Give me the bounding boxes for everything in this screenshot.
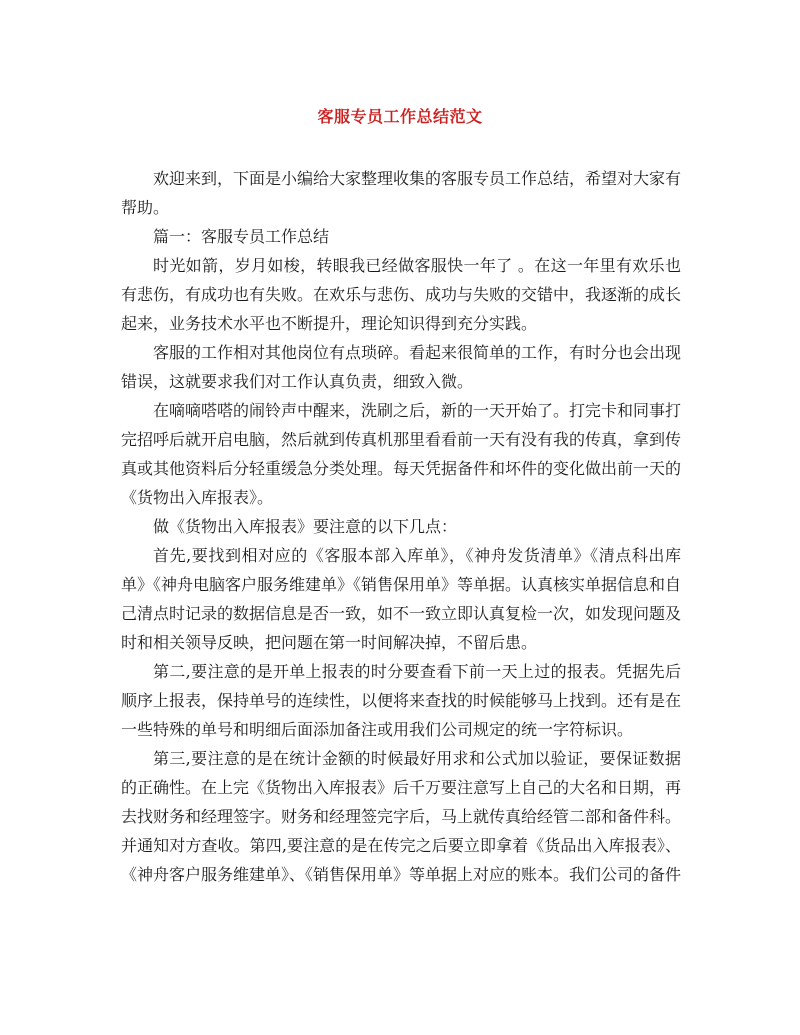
document-body: [121, 164, 681, 889]
paragraph-6: 第二,要注意的是开单上报表的时分要查看下前一天上过的报表。凭据先后顺序上报表，保持单号的连续性，以便将来查找的时候能够马上找到。还有是在一些特殊的单号和明细后面添加备注或用我们公司规定的统一字符标识。: [121, 662, 682, 739]
section-heading: 篇一：客服专员工作总结: [153, 227, 330, 246]
paragraph-5: 首先,要找到相对应的《客服本部入库单》，《神舟发货清单》《清点科出库单》《神舟电脑客户服务维建单》《销售保用单》等单据。认真核实单据信息和自己清点时记录的数据信息是否一致，如不一致立即认真复检一次，如发现问题及时和相关领导反映，把问题在第一时间解决掉，不留后患。: [121, 546, 682, 652]
paragraph-1: 时光如箭，岁月如梭，转眼我已经做客服快一年了 。在这一年里有欢乐也有悲伤，有成功也有失败。在欢乐与悲伤、成功与失败的交错中，我逐渐的成长起来，业务技术水平也不断提升，理论知识得到充分实践。: [121, 256, 682, 333]
paragraph-2: 客服的工作相对其他岗位有点琐碎。看起来很简单的工作，有时分也会出现错误，这就要求我们对工作认真负责，细致入微。: [121, 343, 682, 391]
paragraph-4: 做《货物出入库报表》要注意的以下几点：: [153, 517, 458, 536]
paragraph-3: 在嘀嘀嗒嗒的闹铃声中醒来，洗刷之后，新的一天开始了。打完卡和同事打完招呼后就开启电脑，然后就到传真机那里看看前一天有没有我的传真，拿到传真或其他资料后分轻重缓急分类处理。每天凭据备件和坏件的变化做出前一天的《货物出入库报表》。: [121, 401, 682, 507]
document-title: 客服专员工作总结范文: [317, 107, 483, 126]
paragraph-7: 第三,要注意的是在统计金额的时候最好用求和公式加以验证，要保证数据的正确性。在上完《货物出入库报表》后千万要注意写上自己的大名和日期，再去找财务和经理签字。财务和经理签完字后，马上就传真给经管二部和备件科。并通知对方查收。第四,要注意的是在传完之后要立即拿着《货品出入库报表》、《神舟客户服务维建单》、《销售保用单》等单据上对应的账本。我们公司的备件: [121, 749, 682, 884]
paragraph-intro: 欢迎来到，下面是小编给大家整理收集的客服专员工作总结，希望对大家有帮助。: [121, 169, 682, 217]
